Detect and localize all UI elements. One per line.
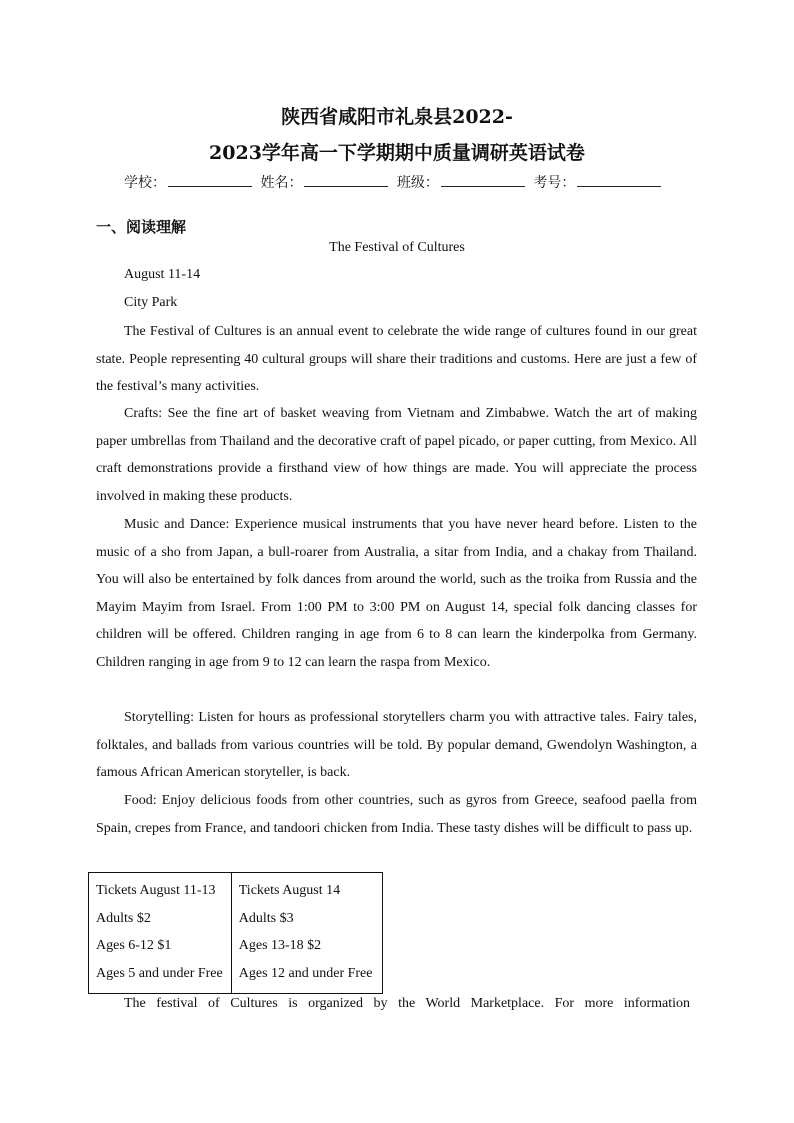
passage-title: The Festival of Cultures xyxy=(329,240,465,255)
food-paragraph: Food: Enjoy delicious foods from other countries, such as gyros from Greece, seafood paella from Spain, crepes from France, and tandoori chicken from India. These tasty dishes will be difficult to pass up. xyxy=(96,793,697,836)
ticket-price-table xyxy=(88,872,383,994)
section-heading: 一、阅读理解 xyxy=(96,218,187,236)
exam-number-blank xyxy=(577,172,661,187)
exam-title-line-2: 2023学年高一下学期期中质量调研英语试卷 xyxy=(209,142,585,164)
table-cell-line: Ages 12 and under Free xyxy=(238,965,373,981)
school-blank xyxy=(168,172,252,187)
name-label: 姓名： xyxy=(260,175,303,191)
name-field xyxy=(260,172,388,192)
tickets-aug-14-cell xyxy=(231,873,382,994)
intro-paragraph: The Festival of Cultures is an annual event to celebrate the wide range of cultures found in our great state. People representing 40 cultural groups will share their traditions and customs. Here are just a few of the festival’s many activities. xyxy=(96,324,697,395)
exam-number-label: 考号： xyxy=(533,175,576,191)
class-field xyxy=(397,172,525,192)
class-label: 班级： xyxy=(396,175,439,191)
name-blank xyxy=(304,172,388,187)
table-cell-line: Ages 5 and under Free xyxy=(96,965,223,981)
exam-number-field xyxy=(533,172,661,192)
table-row xyxy=(89,873,383,994)
class-blank xyxy=(441,172,525,187)
event-date: August 11-14 xyxy=(124,267,201,282)
table-cell-line: Adults $2 xyxy=(96,910,151,926)
event-location: City Park xyxy=(124,295,178,310)
table-cell-line: Adults $3 xyxy=(238,910,294,926)
exam-title-line-1: 陕西省咸阳市礼泉县2022- xyxy=(281,106,513,128)
music-dance-paragraph: Music and Dance: Experience musical instruments that you have never heard before. Listen to the music of a sho from Japan, a bull-roarer from Australia, a sitar from India, and a chakay from Thailand. You will also be entertained by folk dances from around the world, such as the troika from Russia and the Mayim Mayim from Israel. From 1:00 PM to 3:00 PM on August 14, special folk dancing classes for children will be offered. Children ranging in age from 6 to 8 can learn the kinderpolka from Germany. Children ranging in age from 9 to 12 can learn the raspa from Mexico. xyxy=(96,517,697,670)
table-cell-line: Tickets August 14 xyxy=(238,883,341,898)
table-cell-line: Ages 13-18 $2 xyxy=(238,938,322,953)
student-info-row xyxy=(124,172,665,192)
tickets-aug-11-13-cell xyxy=(89,873,232,994)
closing-line: The festival of Cultures is organized by the World Marketplace. For more information xyxy=(124,996,690,1011)
storytelling-paragraph: Storytelling: Listen for hours as professional storytellers charm you with attractive tales. Fairy tales, folktales, and ballads from various countries will be told. By popular demand, Gwendolyn Washington, a famous African American storyteller, is back. xyxy=(96,710,697,781)
table-cell-line: Tickets August 11-13 xyxy=(96,883,216,898)
school-label: 学校： xyxy=(124,175,166,191)
table-cell-line: Ages 6-12 $1 xyxy=(96,938,172,953)
crafts-paragraph: Crafts: See the fine art of basket weaving from Vietnam and Zimbabwe. Watch the art of making paper umbrellas from Thailand and the decorative craft of papel picado, or paper cutting, from Mexico. All craft demonstrations provide a firsthand view of how things are made. You will appreciate the process involved in making these products. xyxy=(96,406,697,504)
school-field xyxy=(124,172,252,192)
